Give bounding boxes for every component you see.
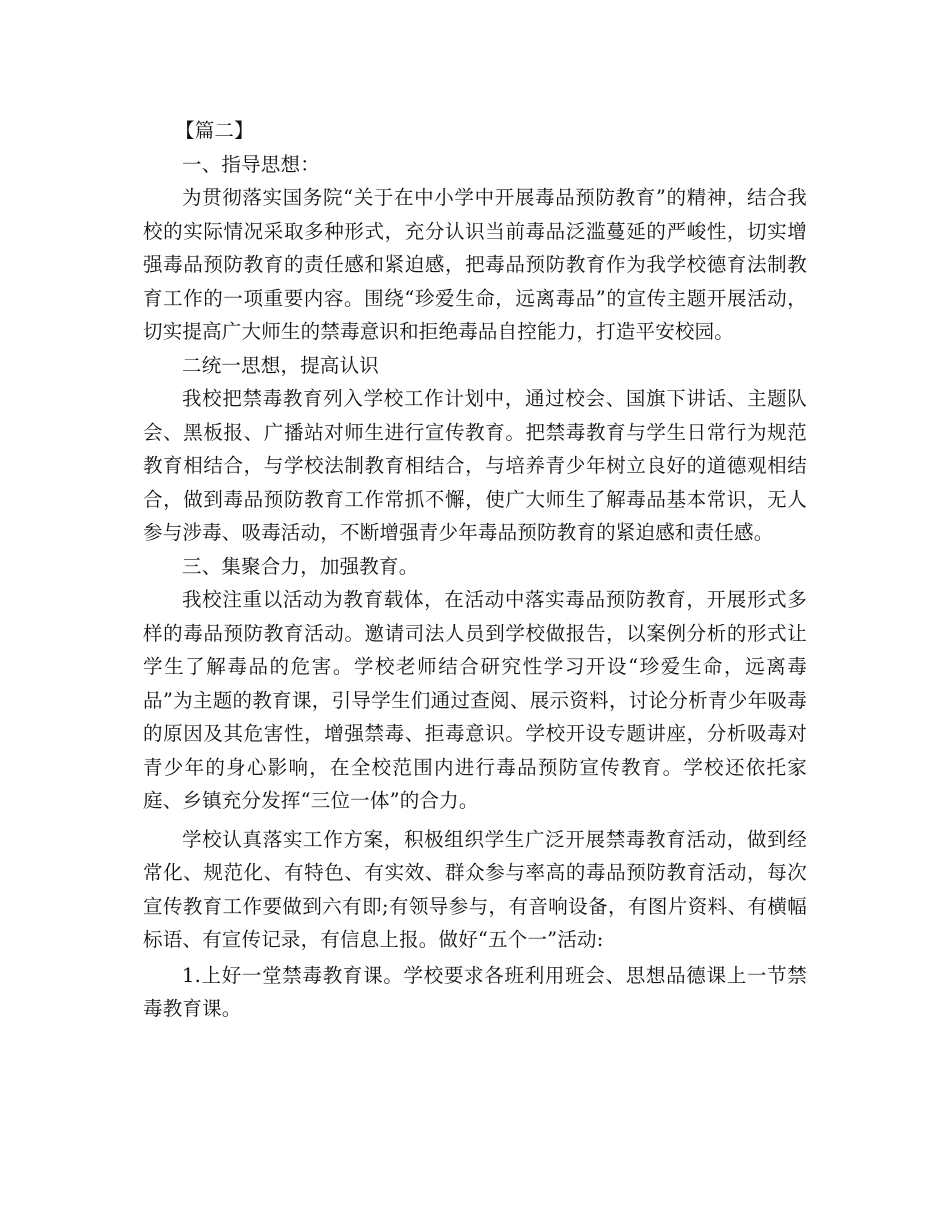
paragraph-guiding-thought: 为贯彻落实国务院“关于在中小学中开展毒品预防教育”的精神，结合我校的实际情况采取多种形式，充分认识当前毒品泛滥蔓延的严峻性，切实增强毒品预防教育的责任感和紧迫感，把毒品预防教育作为我学校德育法制教育工作的一项重要内容。围绕“珍爱生命，远离毒品”的宣传主题开展活动，切实提高广大师生的禁毒意识和拒绝毒品自控能力，打造平安校园。 <box>143 186 807 343</box>
heading-gather-forces: 三、集聚合力，加强教育。 <box>182 554 419 578</box>
document-body <box>143 114 807 1026</box>
paragraph-gather-forces: 我校注重以活动为教育载体，在活动中落实毒品预防教育，开展形式多样的毒品预防教育活动。邀请司法人员到学校做报告，以案例分析的形式让学生了解毒品的危害。学校老师结合研究性学习开设“珍爱生命，远离毒品”为主题的教育课，引导学生们通过查阅、展示资料，讨论分析青少年吸毒的原因及其危害性，增强禁毒、拒毒意识。学校开设专题讲座，分析吸毒对青少年的身心影响，在全校范围内进行毒品预防宣传教育。学校还依托家庭、乡镇充分发挥“三位一体”的合力。 <box>143 588 807 812</box>
heading-guiding-thought: 一、指导思想： <box>182 152 320 176</box>
list-item-1: 1.上好一堂禁毒教育课。学校要求各班利用班会、思想品德课上一节禁毒教育课。 <box>143 963 807 1020</box>
heading-unify-thinking: 二统一思想，提高认识 <box>182 353 380 377</box>
paragraph-unify-thinking: 我校把禁毒教育列入学校工作计划中，通过校会、国旗下讲话、主题队会、黑板报、广播站对师生进行宣传教育。把禁毒教育与学生日常行为规范教育相结合，与学校法制教育相结合，与培养青少年树立良好的道德观相结合，做到毒品预防教育工作常抓不懈，使广大师生了解毒品基本常识，无人参与涉毒、吸毒活动，不断增强青少年毒品预防教育的紧迫感和责任感。 <box>143 387 807 544</box>
paragraph-work-plan: 学校认真落实工作方案，积极组织学生广泛开展禁毒教育活动，做到经常化、规范化、有特色、有实效、群众参与率高的毒品预防教育活动，每次宣传教育工作要做到六有即;有领导参与，有音响设备，有图片资料、有横幅标语、有宣传记录，有信息上报。做好“五个一”活动: <box>143 827 807 951</box>
section-title: 【篇二】 <box>175 119 254 142</box>
